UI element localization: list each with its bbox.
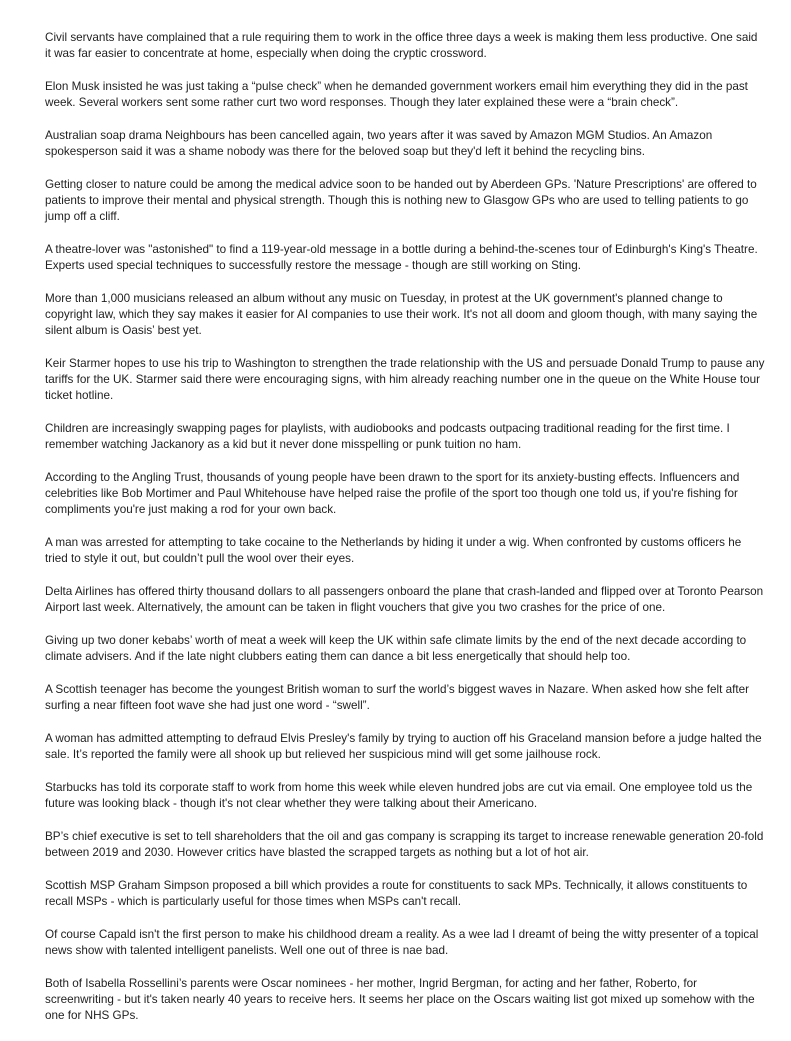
paragraph-18: Of course Capald isn't the first person to make his childhood dream a reality. As a wee lad I dreamt of being the witty presenter of a topical news show with talented intelligent panelists. Well one out of three is nae bad. — [45, 928, 759, 957]
paragraph-10: A man was arrested for attempting to take cocaine to the Netherlands by hiding it under a wig. When confronted by customs officers he tried to style it out, but couldn’t pull the wool over their eyes. — [45, 536, 742, 565]
paragraph-6: More than 1,000 musicians released an album without any music on Tuesday, in protest at the UK government's planned change to copyright law, which they say makes it easier for AI companies to use their work. It's not all doom and gloom though, with many saying the silent album is Oasis’ best yet. — [45, 292, 758, 337]
paragraph-5: A theatre-lover was "astonished" to find a 119-year-old message in a bottle during a behind-the-scenes tour of Edinburgh's King's Theatre. Experts used special techniques to successfully restore the message - though are still working on Sting. — [45, 243, 758, 272]
paragraph-9: According to the Angling Trust, thousands of young people have been drawn to the sport for its anxiety-busting effects. Influencers and celebrities like Bob Mortimer and Paul Whitehouse have helped raise the profile of the sport too though one told us, if you're fishing for compliments you're just making a rod for your own back. — [45, 471, 740, 516]
paragraph-4: Getting closer to nature could be among the medical advice soon to be handed out by Aberdeen GPs. 'Nature Prescriptions' are offered to patients to improve their mental and physical strength. Though this is nothing new to Glasgow GPs who are used to telling patients to go jump off a cliff. — [45, 178, 757, 223]
paragraph-17: Scottish MSP Graham Simpson proposed a bill which provides a route for constituents to sack MPs. Technically, it allows constituents to recall MSPs - which is particularly useful for those times when MSPs can't recall. — [45, 879, 748, 908]
paragraph-11: Delta Airlines has offered thirty thousand dollars to all passengers onboard the plane that crash-landed and flipped over at Toronto Pearson Airport last week. Alternatively, the amount can be taken in flight vouchers that give you two crashes for the price of one. — [45, 585, 764, 614]
paragraph-15: Starbucks has told its corporate staff to work from home this week while eleven hundred jobs are cut via email. One employee told us the future was looking black - though it's not clear whether they were talking about their Americano. — [45, 781, 753, 810]
paragraph-1: Civil servants have complained that a rule requiring them to work in the office three days a week is making them less productive. One said it was far easier to concentrate at home, especially when doing the cryptic crossword. — [45, 31, 758, 60]
paragraph-16: BP’s chief executive is set to tell shareholders that the oil and gas company is scrapping its target to increase renewable generation 20-fold between 2019 and 2030. However critics have blasted the scrapped targets as nothing but a lot of hot air. — [45, 830, 764, 859]
document-body — [45, 30, 765, 1041]
paragraph-14: A woman has admitted attempting to defraud Elvis Presley's family by trying to auction off his Graceland mansion before a judge halted the sale. It’s reported the family were all shook up but relieved her suspicious mind will get some jailhouse rock. — [45, 732, 762, 761]
paragraph-8: Children are increasingly swapping pages for playlists, with audiobooks and podcasts outpacing traditional reading for the first time. I remember watching Jackanory as a kid but it never done misspelling or punk tuition no ham. — [45, 422, 730, 451]
paragraph-3: Australian soap drama Neighbours has been cancelled again, two years after it was saved by Amazon MGM Studios. An Amazon spokesperson said it was a shame nobody was there for the beloved soap but they'd left it behind the recycling bins. — [45, 129, 713, 158]
paragraph-12: Giving up two doner kebabs’ worth of meat a week will keep the UK within safe climate limits by the end of the next decade according to climate advisers. And if the late night clubbers eating them can dance a bit less energetically that should help too. — [45, 634, 747, 663]
paragraph-7: Keir Starmer hopes to use his trip to Washington to strengthen the trade relationship with the US and persuade Donald Trump to pause any tariffs for the UK. Starmer said there were encouraging signs, with him already reaching number one in the queue on the White House tour ticket hotline. — [45, 357, 765, 402]
paragraph-2: Elon Musk insisted he was just taking a “pulse check” when he demanded government workers email him everything they did in the past week. Several workers sent some rather curt two word responses. Though they later explained these were a “brain check”. — [45, 80, 748, 109]
paragraph-13: A Scottish teenager has become the youngest British woman to surf the world’s biggest waves in Nazare. When asked how she felt after surfing a near fifteen foot wave she had just one word - “swell”. — [45, 683, 750, 712]
paragraph-19: Both of Isabella Rossellini’s parents were Oscar nominees - her mother, Ingrid Bergman, for acting and her father, Roberto, for screenwriting - but it's taken nearly 40 years to receive hers. It seems her place on the Oscars waiting list got mixed up somehow with the one for NHS GPs. — [45, 977, 755, 1022]
